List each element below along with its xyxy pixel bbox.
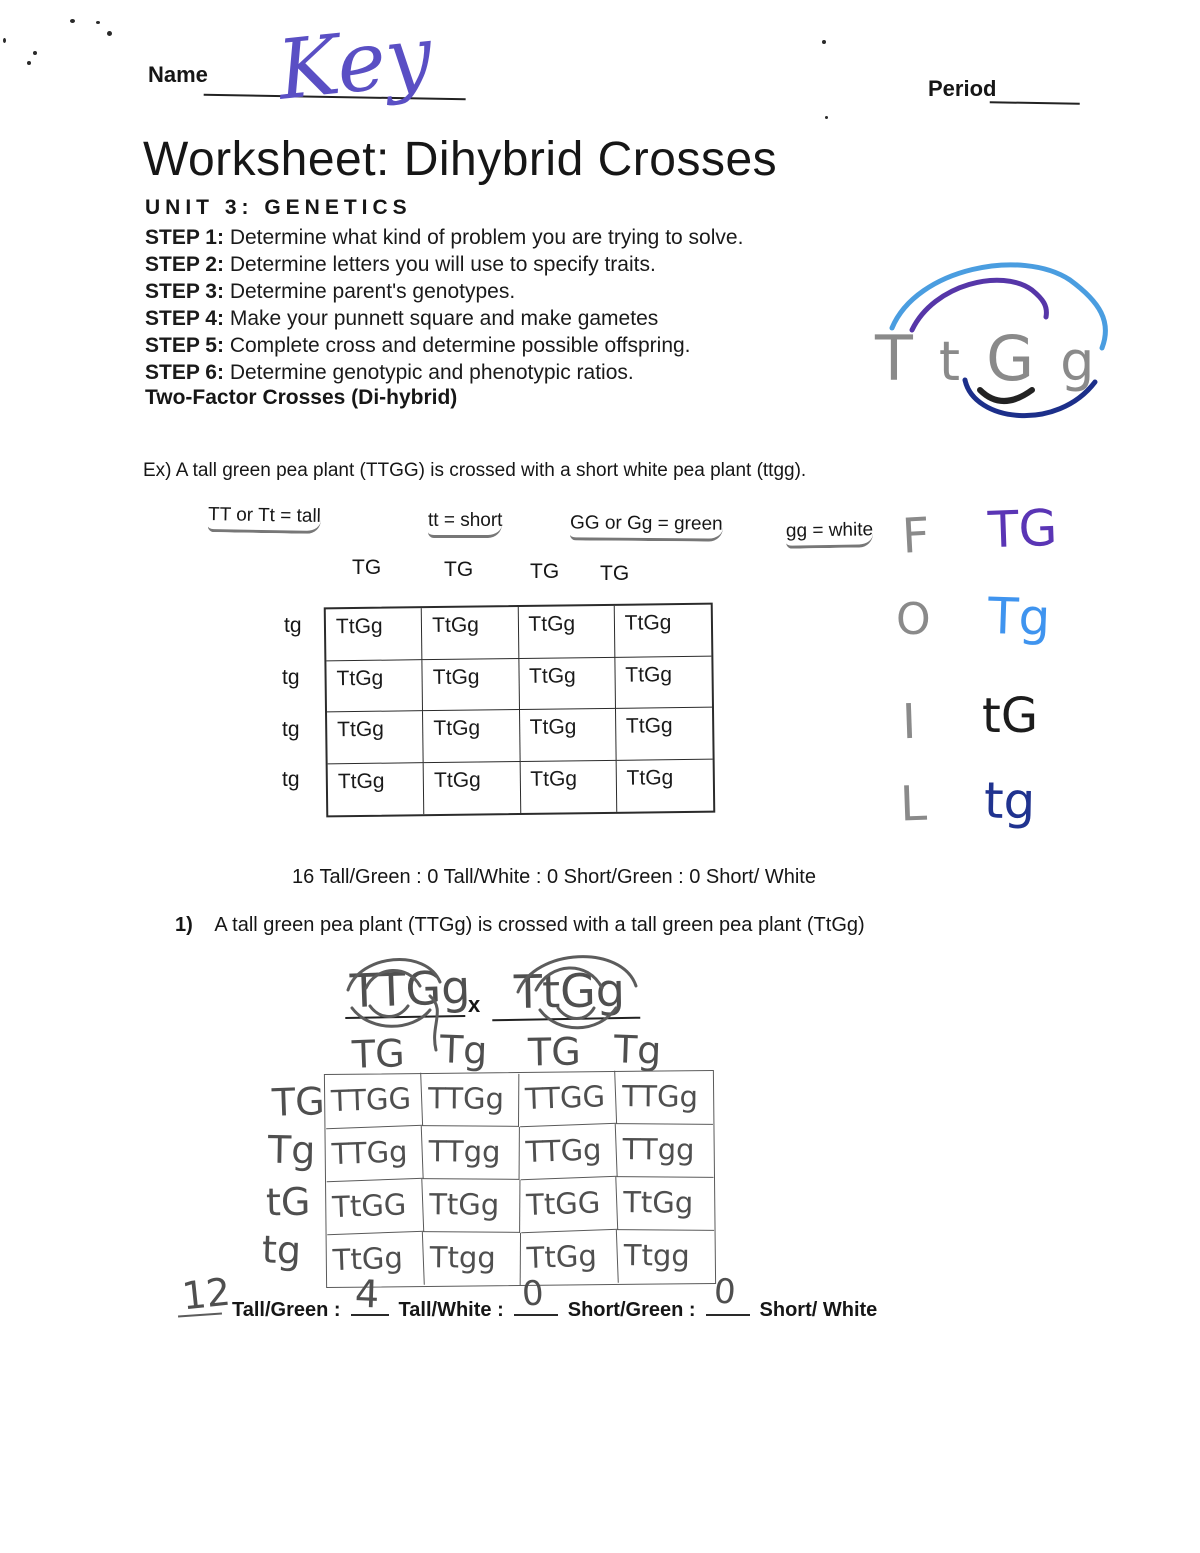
foil-gamete-tG: tG [982, 688, 1039, 744]
ink-speck [3, 38, 6, 43]
ratio-label: Short/ White [759, 1299, 878, 1321]
foil-letter-O: O [896, 594, 931, 645]
trait-key-tall: TT or Tt = tall [208, 504, 321, 534]
punnett-cell: Ttgg [424, 1232, 521, 1286]
punnett-cell: TtGg [520, 709, 617, 762]
ratio-value: 4 [353, 1271, 380, 1317]
problem1-number: 1) [175, 914, 193, 936]
step-label: STEP 1: [145, 226, 224, 249]
punnett-cell: TTGG [324, 1073, 423, 1130]
step-label: STEP 3: [145, 280, 224, 303]
page-title: Worksheet: Dihybrid Crosses [143, 133, 778, 186]
foil-gamete-tg: tg [983, 771, 1036, 831]
doodle-letter-T: T [875, 322, 913, 395]
step-item [145, 251, 743, 278]
punnett-row-header: tg [282, 666, 300, 689]
step-label: STEP 2: [145, 253, 224, 276]
step-text: Determine letters you will use to specify traits. [229, 253, 656, 276]
punnett-cell: TtGG [519, 1177, 618, 1234]
ratio-blank-line [706, 1314, 750, 1316]
step-item [145, 305, 743, 332]
ratio-value: 12 [179, 1269, 233, 1319]
trait-key-white: gg = white [786, 519, 874, 549]
foil-letter-F: F [900, 507, 932, 565]
ratio-value: 0 [712, 1271, 737, 1313]
step-text: Make your punnett square and make gametes [229, 307, 659, 330]
p1-col-header: Tg [439, 1027, 489, 1073]
p1-row-header: TG [271, 1079, 326, 1125]
ratio-blank [706, 1271, 750, 1316]
p1-row-header: tg [261, 1227, 302, 1273]
problem1-text: A tall green pea plant (TTGg) is crossed with a tall green pea plant (TtGg) [214, 914, 865, 936]
step-label: STEP 4: [145, 307, 224, 330]
example-punnett-table [324, 603, 716, 818]
step-text: Complete cross and determine possible offspring. [229, 334, 691, 357]
problem1-ratio-row [172, 1269, 881, 1322]
parent2-inner-arc [536, 968, 602, 990]
p1-row-header: tG [265, 1179, 311, 1225]
example-ratio: 16 Tall/Green : 0 Tall/White : 0 Short/Green : 0 Short/ White [292, 866, 816, 888]
parent1-inner-arc [366, 970, 420, 988]
ink-speck [825, 116, 828, 119]
step-item [145, 332, 743, 359]
parent2-outer-arc [518, 957, 636, 992]
ink-speck [70, 19, 75, 23]
punnett-cell: TtGg [626, 765, 674, 790]
punnett-cell: TtGg [327, 711, 424, 764]
doodle-letter-g: g [1060, 330, 1095, 393]
cross-parent2: TtGg [513, 963, 626, 1019]
step-text: Determine parent's genotypes. [229, 280, 516, 303]
parent1-outer-arc [348, 959, 440, 990]
ink-speck [822, 40, 826, 44]
punnett-cell: TtGg [617, 1177, 714, 1231]
ratio-label: Short/Green : [567, 1299, 696, 1321]
example-prompt: Ex) A tall green pea plant (TTGG) is crossed with a short white pea plant (ttgg). [143, 460, 807, 481]
trait-key-green: GG or Gg = green [570, 512, 723, 541]
p1-col-header: TG [351, 1031, 406, 1077]
step-text: Determine what kind of problem you are trying to solve. [229, 226, 744, 249]
foil-gamete-TG: TG [987, 498, 1059, 560]
punnett-cell: TtGg [326, 660, 423, 713]
punnett-col-header: TG [600, 562, 630, 585]
foil-letter-L: L [899, 775, 928, 833]
punnett-cell: TTGg [325, 1126, 424, 1183]
punnett-cell: TtGg [423, 1179, 520, 1233]
step-item [145, 224, 743, 251]
punnett-cell: TtGg [423, 659, 520, 712]
punnett-cell: TtGg [326, 1232, 425, 1289]
punnett-cell: TTGg [422, 1073, 519, 1127]
punnett-cell: TtGg [326, 608, 423, 661]
parent1-gamete-connector [430, 996, 437, 1050]
punnett-cell: TTgg [423, 1126, 520, 1180]
problem1-punnett-table [324, 1070, 716, 1288]
punnett-cell: TtGg [520, 1230, 619, 1287]
trait-key-short: tt = short [428, 510, 502, 538]
step-item [145, 359, 743, 386]
punnett-row-header: tg [282, 718, 300, 741]
punnett-cell: TtGg [520, 760, 617, 813]
punnett-cell: TtGG [325, 1179, 424, 1236]
p1-col-header: Tg [613, 1027, 663, 1073]
ratio-blank [351, 1271, 389, 1317]
p1-row-header: Tg [267, 1127, 316, 1173]
cross-parent1: TTGg [349, 959, 472, 1019]
punnett-cell: TtGg [328, 763, 425, 816]
punnett-cell: TtGg [519, 657, 616, 710]
doodle-letter-G: G [986, 322, 1035, 395]
punnett-col-header: TG [530, 560, 560, 583]
ink-speck [96, 21, 100, 24]
step-label: STEP 5: [145, 334, 224, 357]
name-handwritten-value: Key [273, 8, 437, 119]
punnett-cell: TtGg [422, 607, 519, 660]
ratio-blank [178, 1269, 233, 1319]
punnett-col-header: TG [444, 558, 474, 581]
step-text: Determine genotypic and phenotypic ratios. [229, 361, 634, 384]
punnett-col-header: TG [352, 556, 382, 579]
steps-list [145, 224, 743, 386]
ratio-label: Tall/White : [398, 1299, 504, 1321]
ratio-value: 0 [520, 1273, 545, 1315]
unit-heading: UNIT 3: GENETICS [145, 196, 412, 219]
punnett-cell: TTgg [617, 1124, 714, 1178]
punnett-cell: TTGg [616, 1071, 713, 1125]
foil-gamete-Tg: Tg [987, 586, 1052, 648]
step-label: STEP 6: [145, 361, 224, 384]
doodle-letters [875, 322, 1175, 395]
step-item [145, 278, 743, 305]
p1-col-header: TG [527, 1029, 582, 1075]
two-factor-heading: Two-Factor Crosses (Di-hybrid) [145, 386, 458, 409]
name-label: Name [148, 62, 208, 87]
cross-times: x [468, 992, 481, 1017]
punnett-cell: TtGg [616, 708, 713, 761]
punnett-cell: Ttgg [623, 1238, 690, 1273]
foil-letter-I: I [901, 693, 918, 751]
ink-speck [33, 51, 37, 55]
period-underline [990, 71, 1081, 105]
punnett-cell: TtGg [615, 656, 712, 709]
punnett-cell: TTGg [519, 1124, 618, 1181]
parent1-bottom-inner-arc [370, 1006, 408, 1017]
ink-speck [107, 31, 112, 36]
punnett-row-header: tg [284, 614, 302, 637]
punnett-cell: TtGg [518, 606, 615, 659]
ink-speck [27, 61, 31, 65]
punnett-row-header: tg [282, 768, 300, 791]
ratio-label: Tall/Green : [232, 1299, 341, 1321]
punnett-cell: TTGG [518, 1071, 617, 1128]
punnett-cell: TtGg [423, 710, 520, 763]
period-label: Period [928, 76, 997, 101]
doodle-letter-t: t [938, 330, 961, 393]
parent2-bottom-inner-arc [558, 1008, 594, 1019]
punnett-cell: TtGg [424, 761, 521, 814]
problem1-prompt [175, 914, 865, 937]
ratio-blank-line [514, 1314, 558, 1316]
punnett-cell: TtGg [614, 605, 711, 658]
ratio-blank [514, 1273, 558, 1316]
